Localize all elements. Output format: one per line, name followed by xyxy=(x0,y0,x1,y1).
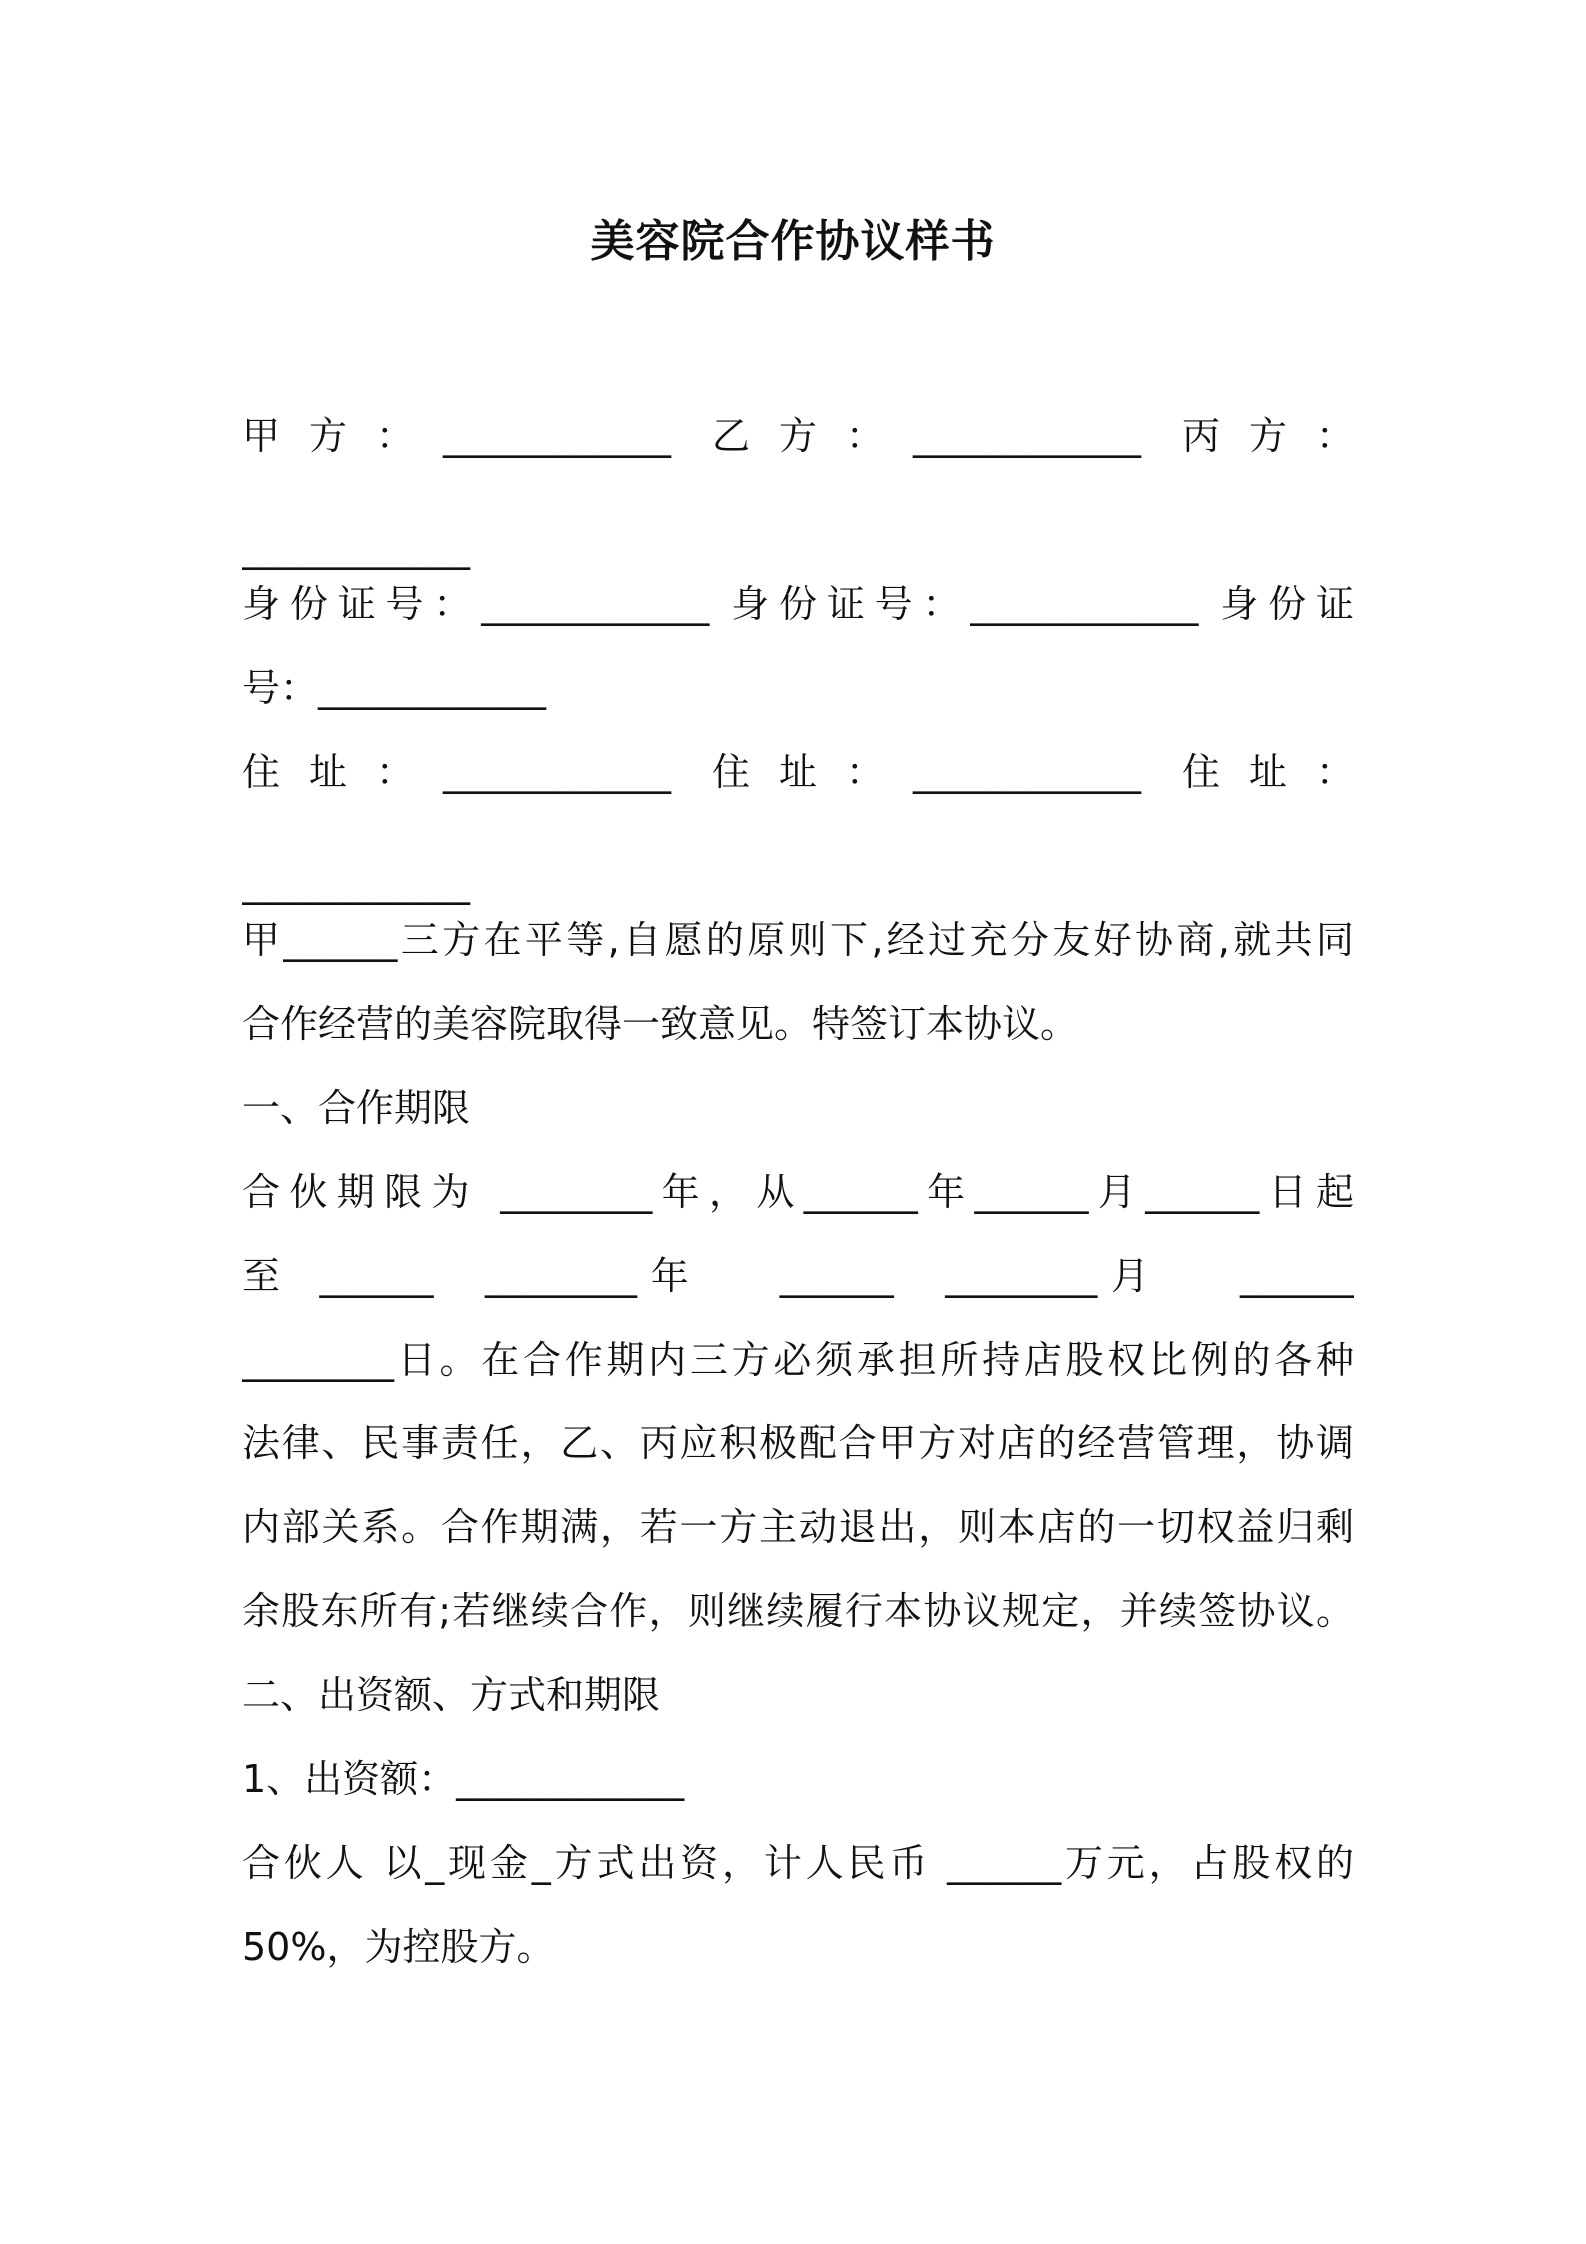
section-heading-term: 一、合作期限 xyxy=(242,1086,471,1130)
intro-paragraph-line-1: 甲______三方在平等,自愿的原则下,经过充分友好协商,就共同 xyxy=(242,918,1354,962)
term-line-2: 至 ______ ________年 ______ ________月 ______ xyxy=(242,1254,1354,1298)
party-c-name-blank: ____________ xyxy=(242,526,470,570)
partner-contribution-line-2: 50%，为控股方。 xyxy=(242,1925,555,1969)
term-line-6: 余股东所有;若继续合作，则继续履行本协议规定，并续签协议。 xyxy=(242,1589,1354,1633)
document-title: 美容院合作协议样书 xyxy=(590,216,996,267)
party-names-line: 甲 方 ： ____________ 乙 方 ： ____________ 丙 方 ： xyxy=(242,414,1354,458)
section-heading-capital: 二、出资额、方式和期限 xyxy=(242,1673,661,1717)
term-line-1: 合伙期限为 ________年，从______年______月______日起 xyxy=(242,1170,1354,1214)
capital-amount-line: 1、出资额：____________ xyxy=(242,1757,685,1801)
id-number-line: 身份证号：____________ 身份证号：____________ 身份证 xyxy=(242,582,1354,626)
term-line-3: ________日。在合作期内三方必须承担所持店股权比例的各种 xyxy=(242,1338,1354,1382)
address-blank: ____________ xyxy=(242,861,470,905)
term-line-4: 法律、民事责任，乙、丙应积极配合甲方对店的经营管理，协调 xyxy=(242,1421,1354,1465)
id-number-line-cont: 号：____________ xyxy=(242,666,547,710)
term-line-5: 内部关系。合作期满，若一方主动退出，则本店的一切权益归剩 xyxy=(242,1505,1354,1549)
intro-paragraph-line-2: 合作经营的美容院取得一致意见。特签订本协议。 xyxy=(242,1002,1079,1046)
partner-contribution-line-1: 合伙人 以_现金_方式出资，计人民币 ______万元，占股权的 xyxy=(242,1841,1354,1885)
address-line: 住 址 ： ____________ 住 址 ： ____________ 住 址 ： xyxy=(242,750,1354,794)
